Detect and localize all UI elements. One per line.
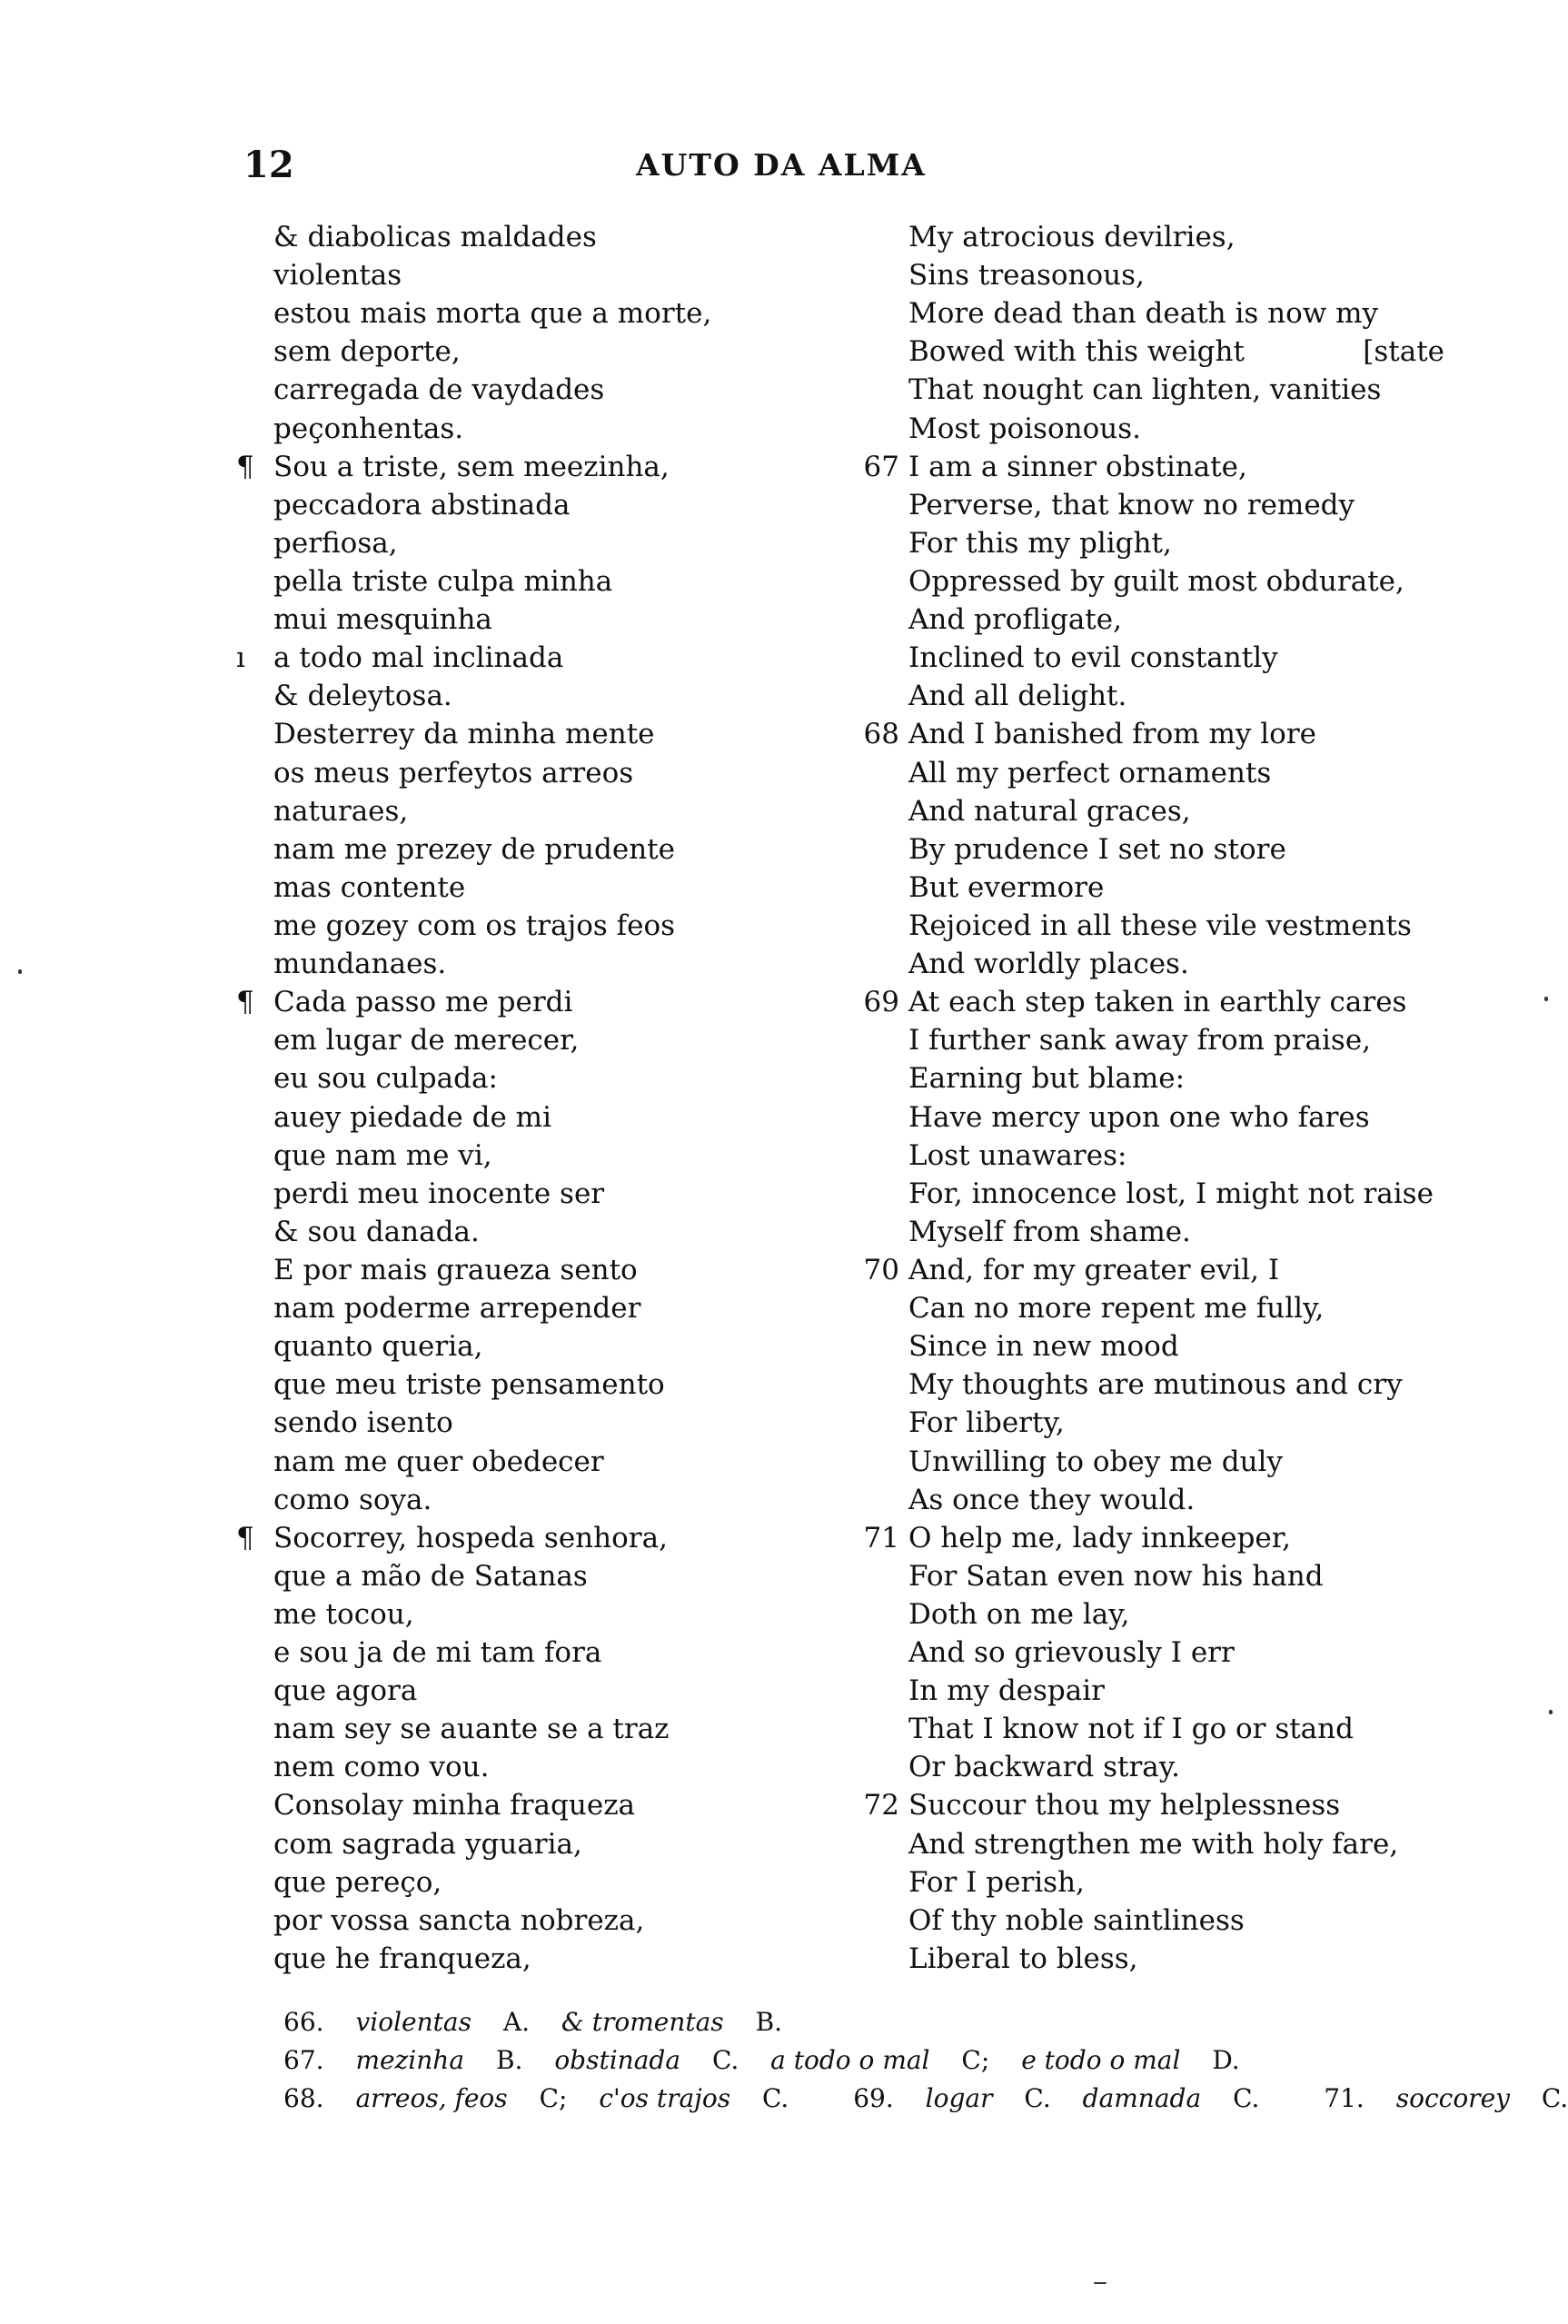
verse-line: [236, 1786, 818, 1824]
note-variant: mezinha: [355, 2045, 465, 2075]
verse-text: My atrocious devilries,: [908, 221, 1236, 253]
verse-line: [236, 715, 818, 753]
note-number: 69.: [853, 2083, 894, 2113]
stanza-number: 70: [863, 1253, 899, 1286]
verse-text: I further sank away from praise,: [908, 1024, 1372, 1058]
note-source: C.: [1541, 2083, 1568, 2113]
print-speck: [1094, 2282, 1107, 2284]
verse-text: And all delight.: [908, 680, 1127, 713]
verse-text: Desterrey da minha mente: [273, 718, 655, 751]
verse-line: [845, 1404, 1444, 1442]
verse-line: [845, 218, 1444, 256]
verse-line: [236, 218, 818, 256]
verse-text: All my perfect ornaments: [908, 756, 1272, 790]
verse-line: [236, 1251, 818, 1289]
verse-line: [236, 294, 818, 333]
verse-line: [845, 945, 1444, 983]
note-source: B.: [495, 2045, 523, 2075]
verse-line: [845, 1366, 1444, 1404]
verse-text: And strengthen me with holy fare,: [908, 1827, 1399, 1861]
verse-line: [845, 715, 1444, 753]
verse-text: At each step taken in earthly cares: [908, 986, 1407, 1019]
verse-text: Consolay minha fraqueza: [273, 1789, 636, 1822]
stanza-number: 69: [863, 986, 899, 1019]
stanza-number: 68: [863, 718, 899, 751]
verse-text: That I know not if I go or stand: [908, 1713, 1354, 1746]
verse-text: Inclined to evil constantly: [908, 641, 1278, 675]
verse-line: [845, 830, 1444, 869]
verse-text: Oppressed by guilt most obdurate,: [908, 564, 1404, 598]
verse-line: [236, 1710, 818, 1748]
verse-text: em lugar de merecer,: [273, 1024, 580, 1058]
footnotes: [283, 2003, 1568, 2118]
verse-text: que nam me vi,: [273, 1138, 492, 1172]
note-variant: damnada: [1082, 2083, 1202, 2113]
verse-text: estou mais morta que a morte,: [273, 297, 712, 331]
verse-line: [845, 1021, 1444, 1059]
note-source: C.: [1233, 2083, 1260, 2113]
verse-text: As once they would.: [908, 1483, 1196, 1516]
verse-text: & sou danada.: [273, 1215, 480, 1248]
verse-line: [845, 371, 1444, 409]
verse-text: Socorrey, hospeda senhora,: [273, 1521, 668, 1554]
verse-text: com sagrada yguaria,: [273, 1827, 582, 1861]
print-speck: [18, 969, 22, 974]
verse-line: [845, 1443, 1444, 1481]
verse-line: [845, 1481, 1444, 1519]
verse-text: eu sou culpada:: [273, 1062, 498, 1096]
verse-text: I am a sinner obstinate,: [908, 450, 1247, 483]
verse-line: [845, 1940, 1444, 1978]
verse-line: [845, 1595, 1444, 1634]
verse-line: [236, 333, 818, 371]
note-source: B.: [755, 2007, 783, 2037]
verse-text: That nought can lighten, vanities: [908, 373, 1382, 407]
note-source: C.: [711, 2045, 739, 2075]
verse-line: [845, 1137, 1444, 1175]
pilcrow-mark: ı: [236, 641, 245, 675]
verse-text: auey piedade de mi: [273, 1100, 551, 1134]
note-source: A.: [502, 2007, 530, 2037]
verse-line: [236, 562, 818, 601]
verse-line: [236, 1404, 818, 1442]
verse-line: [236, 1519, 818, 1557]
verse-text: Unwilling to obey me duly: [908, 1445, 1283, 1478]
verse-text: sem deporte,: [273, 335, 461, 369]
verse-text: More dead than death is now my: [908, 297, 1379, 331]
verse-text: perfiosa,: [273, 526, 398, 560]
verse-line: [236, 1672, 818, 1710]
verse-text: Since in new mood: [908, 1330, 1179, 1364]
verse-line: [236, 1137, 818, 1175]
verse-line: [845, 1059, 1444, 1097]
verse-text: mundanaes.: [273, 948, 447, 981]
verse-text: violentas: [273, 259, 402, 293]
verse-line: [845, 983, 1444, 1021]
verse-line: [236, 1863, 818, 1902]
verse-text: For this my plight,: [908, 526, 1172, 560]
verse-line: [845, 601, 1444, 639]
verse-line: [845, 907, 1444, 945]
verse-line: [236, 1213, 818, 1251]
verse-line: [236, 1940, 818, 1978]
verse-line: [236, 830, 818, 869]
verse-text: Earning but blame:: [908, 1062, 1186, 1096]
verse-text: peccadora abstinada: [273, 488, 571, 521]
verse-text: Lost unawares:: [908, 1138, 1127, 1172]
verse-text: nam me quer obedecer: [273, 1445, 604, 1478]
verse-line: [845, 1786, 1444, 1824]
verse-line: [236, 1021, 818, 1059]
verse-text: And natural graces,: [908, 794, 1191, 828]
verse-text: Bowed with this weight: [908, 335, 1245, 369]
verse-text: quanto queria,: [273, 1330, 483, 1364]
verse-line: [845, 1863, 1444, 1902]
verse-text: Of thy noble saintliness: [908, 1903, 1245, 1937]
verse-line: [845, 754, 1444, 792]
verse-text: By prudence I set no store: [908, 832, 1286, 866]
note-variant: arreos, feos: [355, 2083, 508, 2113]
verse-text: que meu triste pensamento: [273, 1368, 665, 1402]
note-variant: a todo o mal: [770, 2045, 930, 2075]
stanza-number: 71: [863, 1521, 899, 1554]
verse-line: [236, 1595, 818, 1634]
verse-line: [845, 1175, 1444, 1213]
note-source: C.: [1024, 2083, 1051, 2113]
verse-line: [236, 1481, 818, 1519]
verse-line: [236, 639, 818, 677]
verse-text: os meus perfeytos arreos: [273, 756, 634, 790]
verse-line: [236, 1059, 818, 1097]
verse-text: Can no more repent me fully,: [908, 1292, 1325, 1326]
note-source: C.: [762, 2083, 789, 2113]
verse-text: Succour thou my helplessness: [908, 1789, 1341, 1822]
verse-line: [236, 410, 818, 448]
verse-text: Liberal to bless,: [908, 1942, 1138, 1975]
verse-text: Have mercy upon one who fares: [908, 1100, 1370, 1134]
running-title: AUTO DA ALMA: [636, 147, 927, 183]
pilcrow-mark: ¶: [236, 1521, 254, 1554]
verse-text: For I perish,: [908, 1865, 1085, 1899]
print-speck: [1549, 1710, 1553, 1714]
verse-text: For Satan even now his hand: [908, 1559, 1324, 1593]
verse-line: [236, 1902, 818, 1940]
verse-line: [236, 1098, 818, 1137]
verse-line: [845, 562, 1444, 601]
verse-line: [845, 1251, 1444, 1289]
verse-line: [845, 1289, 1444, 1327]
verse-text: Sins treasonous,: [908, 259, 1145, 293]
verse-text: pella triste culpa minha: [273, 564, 613, 598]
footnote-line: [283, 2003, 1464, 2041]
verse-line: [236, 524, 818, 562]
verse-line: [845, 1634, 1444, 1672]
verse-line: [845, 486, 1444, 524]
verse-text: & diabolicas maldades: [273, 221, 597, 253]
verse-line: [845, 1557, 1444, 1595]
verse-line: [236, 1175, 818, 1213]
verse-text: O help me, lady innkeeper,: [908, 1521, 1292, 1554]
verse-line: [236, 1825, 818, 1863]
print-speck: [1544, 997, 1548, 1001]
note-variant: logar: [925, 2083, 993, 2113]
verse-text: naturaes,: [273, 794, 409, 828]
verse-text: And worldly places.: [908, 948, 1189, 981]
verse-text: E por mais graueza sento: [273, 1253, 638, 1286]
verse-text: me tocou,: [273, 1597, 414, 1631]
verse-text: Rejoiced in all these vile vestments: [908, 909, 1412, 942]
verse-text: And, for my greater evil, I: [908, 1253, 1280, 1286]
verse-text: nem como vou.: [273, 1751, 490, 1784]
verse-text: peçonhentas.: [273, 412, 464, 445]
verse-text: But evermore: [908, 870, 1105, 904]
verse-text: nam me prezey de prudente: [273, 832, 675, 866]
verse-line: [845, 1710, 1444, 1748]
verse-line: [236, 983, 818, 1021]
verse-text: carregada de vaydades: [273, 373, 605, 407]
verse-line: [236, 945, 818, 983]
verse-line: [236, 677, 818, 715]
verse-text: & deleytosa.: [273, 680, 452, 713]
verse-text: Sou a triste, sem meezinha,: [273, 450, 670, 483]
verse-line: [845, 1902, 1444, 1940]
verse-line: [845, 256, 1444, 294]
footnote-line: [283, 2080, 1568, 2118]
verse-text: nam poderme arrepender: [273, 1292, 641, 1326]
verse-line: [236, 486, 818, 524]
note-source: C;: [961, 2045, 990, 2075]
verse-text: My thoughts are mutinous and cry: [908, 1368, 1403, 1402]
note-number: 66.: [283, 2007, 324, 2037]
verse-line: [845, 1213, 1444, 1251]
verse-line: [236, 1557, 818, 1595]
verse-line: [845, 1748, 1444, 1786]
verse-line: [845, 1519, 1444, 1557]
note-source: C;: [539, 2083, 568, 2113]
note-variant: obstinada: [554, 2045, 681, 2075]
verse-line: [236, 792, 818, 830]
verse-line: [845, 1327, 1444, 1366]
verse-text: Cada passo me perdi: [273, 986, 573, 1019]
verse-text: nam sey se auante se a traz: [273, 1713, 670, 1746]
verse-line: [845, 792, 1444, 830]
verse-line: [236, 1366, 818, 1404]
verse-line: [236, 601, 818, 639]
page-number: 12: [243, 144, 294, 186]
verse-line: [845, 294, 1444, 333]
verse-text: como soya.: [273, 1483, 432, 1516]
verse-text: And profligate,: [908, 603, 1122, 637]
verse-line: [845, 410, 1444, 448]
verse-line: [236, 1748, 818, 1786]
verse-carryover: [state: [1363, 335, 1444, 369]
verse-line: [845, 1825, 1444, 1863]
note-variant: & tromentas: [561, 2007, 724, 2037]
verse-line: [845, 1672, 1444, 1710]
pilcrow-mark: ¶: [236, 450, 254, 483]
verse-line: [236, 1289, 818, 1327]
verse-text: que a mão de Satanas: [273, 1559, 588, 1593]
verse-line: [845, 448, 1444, 486]
note-number: 71.: [1324, 2083, 1365, 2113]
note-variant: soccorey: [1395, 2083, 1510, 2113]
verse-line: [236, 1634, 818, 1672]
verse-line: [236, 869, 818, 907]
stanza-number: 72: [863, 1789, 899, 1822]
verse-text: For liberty,: [908, 1406, 1065, 1440]
note-variant: e todo o mal: [1021, 2045, 1181, 2075]
verse-line: [236, 256, 818, 294]
verse-text: que pereço,: [273, 1865, 442, 1899]
verse-text: And so grievously I err: [908, 1636, 1235, 1670]
verse-text: mui mesquinha: [273, 603, 492, 637]
verse-text: que agora: [273, 1674, 418, 1708]
verse-line: [845, 333, 1444, 371]
verse-line: [845, 1098, 1444, 1137]
verse-text: Perverse, that know no remedy: [908, 488, 1355, 521]
verse-line: [845, 524, 1444, 562]
verse-text: Myself from shame.: [908, 1215, 1191, 1248]
verse-text: que he franqueza,: [273, 1942, 531, 1975]
stanza-number: 67: [863, 450, 899, 483]
verse-text: In my despair: [908, 1674, 1105, 1708]
verse-text: me gozey com os trajos feos: [273, 909, 676, 942]
note-number: 68.: [283, 2083, 324, 2113]
verse-text: Most poisonous.: [908, 412, 1141, 445]
verse-text: Or backward stray.: [908, 1751, 1181, 1784]
note-source: D.: [1212, 2045, 1240, 2075]
verse-text: sendo isento: [273, 1406, 453, 1440]
verse-text: For, innocence lost, I might not raise: [908, 1177, 1434, 1210]
portuguese-column: [236, 218, 818, 1978]
verse-line: [236, 1327, 818, 1366]
verse-line: [845, 869, 1444, 907]
verse-text: And I banished from my lore: [908, 718, 1316, 751]
english-column: [845, 218, 1444, 1978]
note-variant: c'os trajos: [599, 2083, 731, 2113]
verse-line: [845, 639, 1444, 677]
verse-line: [236, 754, 818, 792]
footnote-line: [283, 2041, 1464, 2080]
verse-line: [236, 371, 818, 409]
verse-line: [236, 1443, 818, 1481]
pilcrow-mark: ¶: [236, 986, 254, 1019]
verse-text: perdi meu inocente ser: [273, 1177, 605, 1210]
verse-text: e sou ja de mi tam fora: [273, 1636, 602, 1670]
verse-text: a todo mal inclinada: [273, 641, 564, 675]
verse-line: [845, 677, 1444, 715]
note-variant: violentas: [355, 2007, 471, 2037]
verse-line: [236, 448, 818, 486]
verse-text: por vossa sancta nobreza,: [273, 1903, 645, 1937]
verse-text: Doth on me lay,: [908, 1597, 1130, 1631]
verse-text: mas contente: [273, 870, 466, 904]
verse-line: [236, 907, 818, 945]
note-number: 67.: [283, 2045, 324, 2075]
